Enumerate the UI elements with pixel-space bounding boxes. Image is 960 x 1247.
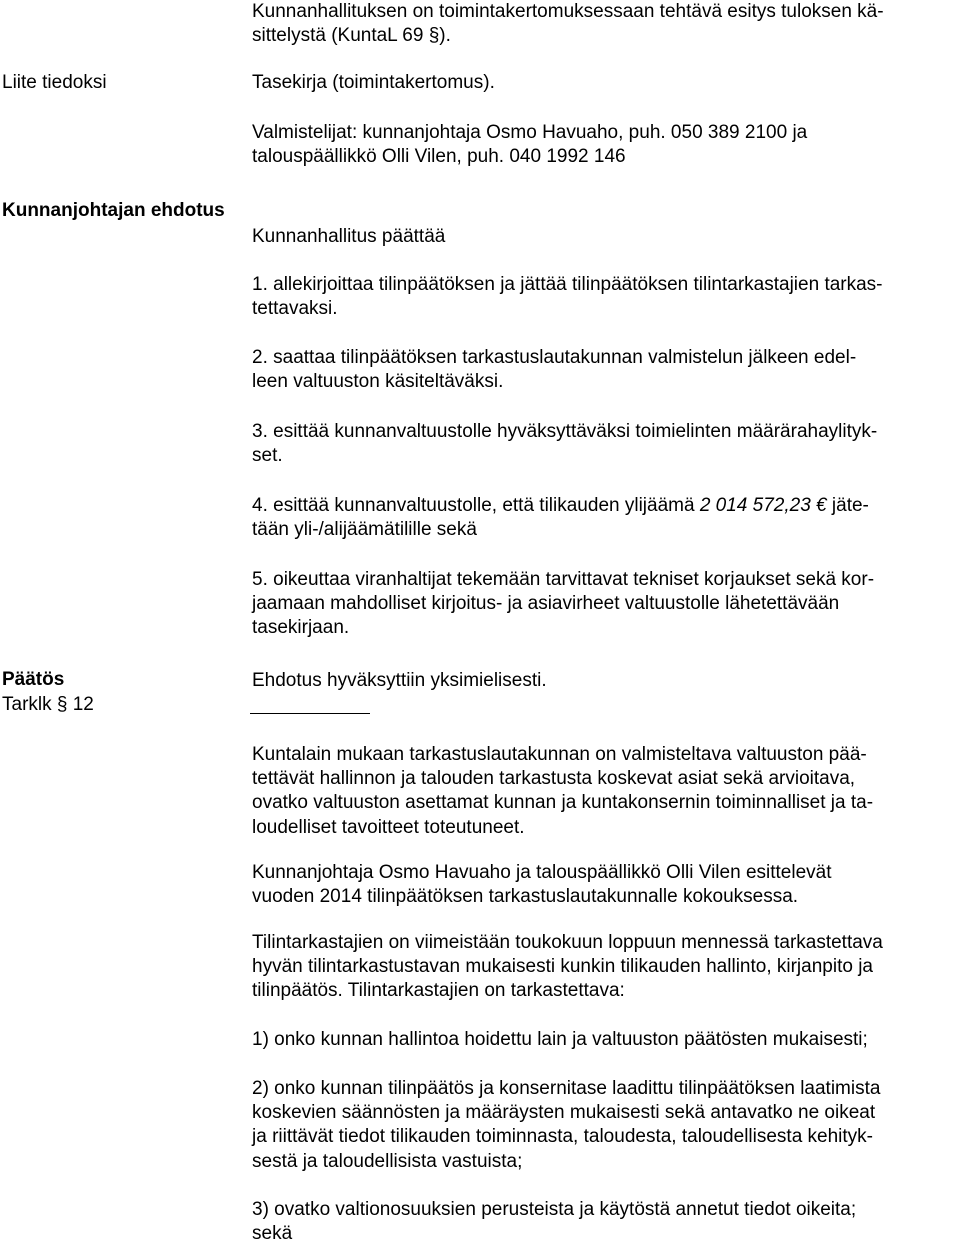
surplus-amount: 2 014 572,23 € — [699, 495, 827, 516]
text-line: hyvän tilintarkastustavan mukaisesti kunkin tilikauden hallinto, kirjanpito ja — [252, 956, 873, 978]
proposal-heading: Kunnanjohtajan ehdotus — [2, 200, 225, 221]
preparers-paragraph — [252, 121, 958, 169]
proposal-item-2 — [252, 346, 958, 394]
text-line: tettavaksi. — [252, 298, 338, 319]
text-segment: jäte- — [826, 495, 869, 516]
intro-paragraph — [252, 0, 958, 48]
body-paragraph-4 — [252, 1028, 958, 1052]
text-line: tilinpäätös. Tilintarkastajien on tarkastettava: — [252, 980, 625, 1002]
text-line: Kunnanjohtaja Osmo Havuaho ja talouspäällikkö Olli Vilen esittelevät — [252, 862, 832, 883]
proposal-intro: Kunnanhallitus päättää — [252, 226, 446, 247]
decision-text: Ehdotus hyväksyttiin yksimielisesti. — [252, 670, 547, 691]
body-paragraph-3 — [252, 931, 958, 1004]
text-line: leen valtuuston käsiteltäväksi. — [252, 371, 504, 392]
body-paragraph-1 — [252, 743, 958, 840]
text-line: koskevien säännösten ja määräysten mukaisesti sekä antavatko ne oikeat — [252, 1102, 876, 1124]
separator-line — [250, 713, 370, 714]
text-line: set. — [252, 445, 283, 466]
body-paragraph-2 — [252, 861, 958, 909]
text-line: 5. oikeuttaa viranhaltijat tekemään tarvittavat tekniset korjaukset sekä kor- — [252, 569, 875, 590]
proposal-item-5 — [252, 568, 958, 640]
text-line: jaamaan mahdolliset kirjoitus- ja asiavirheet valtuustolle lähetettävään — [252, 593, 840, 614]
text-line: tään yli-/alijäämätilille sekä — [252, 519, 477, 540]
text-line — [252, 494, 958, 518]
proposal-item-1 — [252, 273, 958, 321]
text-line: talouspäällikkö Olli Vilen, puh. 040 1992 146 — [252, 146, 626, 167]
section-reference: Tarklk § 12 — [2, 694, 94, 715]
text-line: loudelliset tavoitteet toteutuneet. — [252, 816, 525, 838]
decision-heading: Päätös — [2, 669, 65, 690]
text-line: ovatko valtuuston asettamat kunnan ja kuntakonsernin toiminnalliset ja ta- — [252, 792, 874, 814]
text-line: vuoden 2014 tilinpäätöksen tarkastuslautakunnalle kokouksessa. — [252, 886, 799, 908]
attachment-label: Liite tiedoksi — [2, 72, 107, 93]
text-line: Valmistelijat: kunnanjohtaja Osmo Havuaho, puh. 050 389 2100 ja — [252, 122, 808, 143]
text-line: Kunnanhallituksen on toimintakertomuksessaan tehtävä esitys tuloksen kä- — [252, 1, 884, 22]
text-line: 1. allekirjoittaa tilinpäätöksen ja jättää tilinpäätöksen tilintarkastajien tarkas- — [252, 274, 883, 295]
body-paragraph-6 — [252, 1198, 958, 1246]
text-line: sekä — [252, 1223, 293, 1245]
text-line: tasekirjaan. — [252, 617, 350, 638]
body-paragraph-5 — [252, 1077, 958, 1174]
text-segment: 4. esittää kunnanvaltuustolle, että tilikauden ylijäämä — [252, 495, 700, 516]
text-line: sestä ja taloudellisista vastuista; — [252, 1150, 523, 1172]
text-line: 3. esittää kunnanvaltuustolle hyväksyttäväksi toimielinten määrärahaylityk- — [252, 421, 878, 442]
text-line: tettävät hallinnon ja talouden tarkastusta koskevat asiat sekä arvioitava, — [252, 768, 856, 790]
attachment-text: Tasekirja (toimintakertomus). — [252, 72, 495, 93]
text-line: ja riittävät tiedot tilikauden toiminnasta, taloudesta, taloudellisesta kehityk- — [252, 1126, 874, 1148]
text-line: 3) ovatko valtionosuuksien perusteista ja käytöstä annetut tiedot oikeita; — [252, 1199, 857, 1220]
proposal-item-3 — [252, 420, 958, 468]
text-line: Tilintarkastajien on viimeistään toukokuun loppuun mennessä tarkastettava — [252, 932, 883, 953]
text-line: sittelystä (KuntaL 69 §). — [252, 25, 451, 46]
text-line: 1) onko kunnan hallintoa hoidettu lain ja valtuuston päätösten mukaisesti; — [252, 1029, 868, 1050]
proposal-item-4 — [252, 494, 958, 542]
text-line: Kuntalain mukaan tarkastuslautakunnan on valmisteltava valtuuston pää- — [252, 744, 867, 765]
text-line: 2) onko kunnan tilinpäätös ja konsernitase laadittu tilinpäätöksen laatimista — [252, 1078, 881, 1099]
text-line: 2. saattaa tilinpäätöksen tarkastuslautakunnan valmistelun jälkeen edel- — [252, 347, 857, 368]
